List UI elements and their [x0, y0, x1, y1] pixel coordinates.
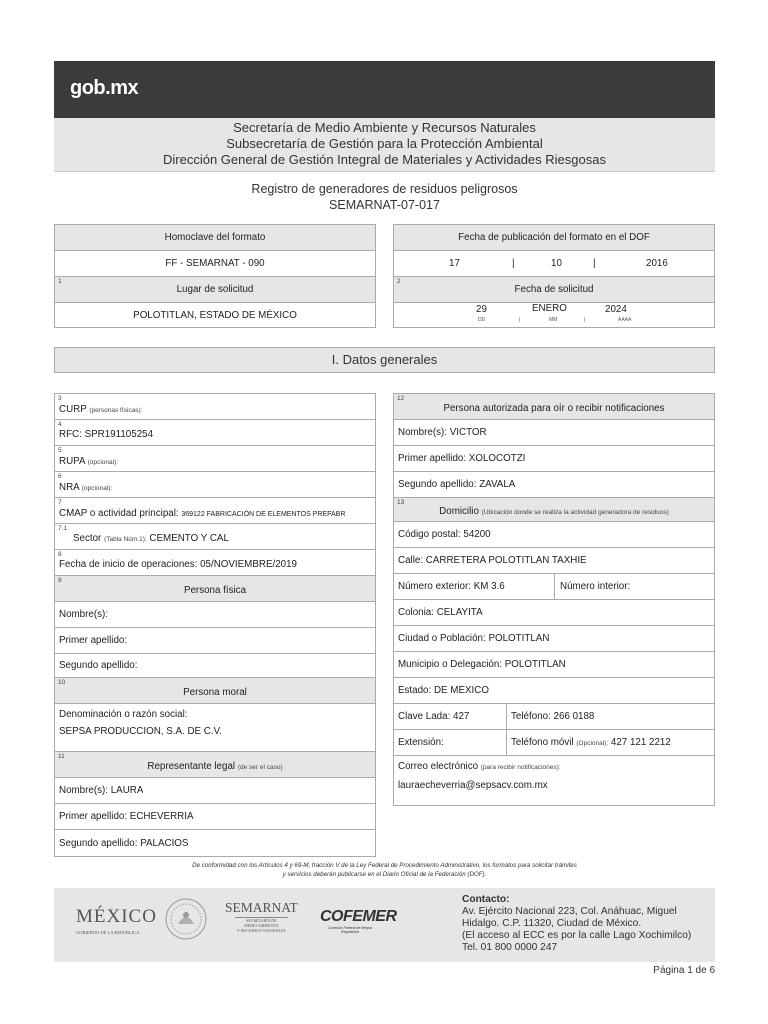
document-title-text: Registro de generadores de residuos peligrosos — [251, 182, 518, 196]
pa-segundo-label: Segundo apellido: ZAVALA — [398, 479, 516, 490]
fecha-pub-year: 2016 — [646, 258, 668, 269]
inicio-label: Fecha de inicio de operaciones: 05/NOVIEMBRE/2019 — [59, 559, 298, 570]
persona-moral-header — [55, 678, 375, 704]
colonia-value: CELAYITA — [436, 607, 483, 618]
colonia-label: Colonia: CELAYITA — [398, 607, 483, 618]
semarnat-sub-2: MEDIO AMBIENTE — [244, 923, 279, 928]
fecha-pub-label: Fecha de publicación del formato en el DOF — [458, 232, 650, 243]
document-code: SEMARNAT-07-017 — [329, 198, 440, 212]
mm-caption: MM — [549, 317, 558, 323]
document-title — [54, 181, 715, 213]
pf-primer-apellido-field[interactable] — [55, 628, 375, 654]
fecha-sol-label: Fecha de solicitud — [514, 284, 594, 295]
field-number: 7.1 — [58, 525, 68, 532]
fecha-sol-header — [394, 277, 714, 303]
field-number: 9 — [58, 577, 62, 584]
fecha-sol-month: ENERO — [532, 303, 567, 314]
rl-primer-value: ECHEVERRÍA — [129, 811, 194, 822]
curp-field[interactable] — [55, 394, 375, 420]
mexico-logo-text: MÉXICO — [76, 906, 157, 927]
lugar-value-cell — [55, 303, 375, 328]
pa-segundo-value: ZAVALA — [479, 479, 516, 490]
field-number: 6 — [58, 473, 62, 480]
codigo-postal-field[interactable] — [394, 522, 714, 548]
representante-header — [55, 752, 375, 778]
municipio-label: Municipio o Delegación: POLOTITLAN — [398, 659, 566, 670]
persona-autorizada-header — [394, 394, 714, 420]
rl-nombre-field[interactable] — [55, 778, 375, 804]
lada-value: 427 — [453, 711, 470, 722]
telefono-value: 266 0188 — [553, 711, 595, 722]
calle-label: Calle: CARRETERA POLOTITLAN TAXHIE — [398, 555, 587, 566]
right-form — [393, 393, 715, 806]
rl-segundo-value: PALACIOS — [140, 837, 189, 849]
rfc-label: RFC: SPR191105254 — [59, 429, 154, 440]
contact-phone[interactable]: Tel. 01 800 0000 247 — [462, 942, 558, 953]
semarnat-sub-3: Y RECURSOS NATURALES — [237, 928, 286, 933]
lugar-label: Lugar de solicitud — [176, 284, 254, 295]
page-number: Página 1 de 6 — [653, 965, 715, 976]
escudo-icon — [165, 898, 207, 945]
separator: | — [512, 258, 515, 269]
nra-field[interactable] — [55, 472, 375, 498]
cofemer-logo-sub: Comisión Federal de Mejora Regulatoria — [328, 926, 372, 934]
ciudad-field[interactable] — [394, 626, 714, 652]
rl-nombre-value: LAURA — [110, 785, 144, 796]
field-number: 4 — [58, 421, 62, 428]
section-heading — [54, 347, 715, 373]
razon-social-value: SEPSA PRODUCCION, S.A. DE C.V. — [59, 726, 222, 737]
rl-nombre-label: Nombre(s): LAURA — [59, 785, 144, 796]
mexico-logo — [76, 906, 157, 935]
razon-social-label: Denominación o razón social: — [59, 709, 188, 720]
agency-line-1: Secretaría de Medio Ambiente y Recursos Naturales — [233, 120, 536, 135]
cp-label: Código postal: 54200 — [398, 529, 491, 540]
mexico-logo-sub: GOBIERNO DE LA REPÚBLICA — [76, 930, 140, 935]
representante-title: Representante legal (de ser el caso) — [147, 761, 283, 772]
field-number: 7 — [58, 499, 62, 506]
lugar-value: POLOTITLAN, ESTADO DE MÉXICO — [133, 310, 297, 321]
gobmx-logo[interactable] — [70, 77, 138, 100]
separator: | — [584, 317, 586, 323]
correo-label: Correo electrónico (para recibir notificaciones): — [398, 761, 561, 772]
rl-primer-apellido-field[interactable] — [55, 804, 375, 830]
numero-exterior-value: KM 3.6 — [473, 581, 505, 592]
field-number: 10 — [58, 679, 66, 686]
ciudad-label: Ciudad o Población: POLOTITLAN — [398, 633, 550, 644]
homoclave-value-cell — [55, 251, 375, 277]
pa-primer-label: Primer apellido: XOLOCOTZI — [398, 453, 526, 464]
agency-line-2: Subsecretaría de Gestión para la Protección Ambiental — [226, 136, 543, 151]
dd-caption: DD — [478, 317, 486, 323]
fecha-pub-value-cell — [394, 251, 714, 277]
pa-nombre-field[interactable] — [394, 420, 714, 446]
divider — [506, 730, 507, 755]
fecha-pub-day: 17 — [449, 258, 460, 269]
fecha-pub-header — [394, 225, 714, 251]
contact-block — [462, 894, 691, 954]
inicio-value: 05/NOVIEMBRE/2019 — [200, 559, 298, 570]
rupa-field[interactable] — [55, 446, 375, 472]
pf-segundo-label: Segundo apellido: — [59, 660, 138, 671]
numero-row — [394, 574, 714, 600]
extension-field[interactable]: Extensión: — [398, 737, 444, 748]
footnote-line-2: y servicios deberán publicarse en el Diario Oficial de la Federación (DOF). — [282, 871, 487, 878]
inicio-field[interactable] — [55, 550, 375, 576]
field-number: 12 — [397, 395, 405, 402]
correo-value: lauraecheverria@sepsacv.com.mx — [398, 780, 548, 791]
left-form — [54, 393, 376, 857]
extension-row — [394, 730, 714, 756]
pf-segundo-apellido-field[interactable] — [55, 654, 375, 678]
pa-primer-apellido-field[interactable] — [394, 446, 714, 472]
sector-value: CEMENTO Y CAL — [149, 533, 229, 544]
persona-fisica-title: Persona física — [183, 585, 247, 596]
rl-segundo-apellido-field[interactable] — [55, 830, 375, 856]
cofemer-logo-text: COFEMER — [320, 908, 397, 925]
homoclave-box — [54, 224, 376, 328]
rl-primer-label: Primer apellido: ECHEVERRÍA — [59, 811, 194, 822]
field-number: 5 — [58, 447, 62, 454]
field-number: 2 — [397, 278, 401, 285]
homoclave-label: Homoclave del formato — [164, 232, 266, 243]
field-number: 11 — [58, 753, 65, 760]
pa-nombre-label: Nombre(s): VICTOR — [398, 427, 487, 438]
lugar-header — [55, 277, 375, 303]
aaaa-caption: AAAA — [618, 317, 632, 323]
sector-field[interactable] — [55, 524, 375, 550]
pa-primer-value: XOLOCOTZI — [468, 453, 526, 464]
calle-field[interactable] — [394, 548, 714, 574]
divider — [506, 704, 507, 729]
telefono-field[interactable]: Teléfono: 266 0188 — [511, 711, 595, 722]
fecha-sol-value-cell — [394, 303, 714, 328]
domicilio-title: Domicilio (Ubicación donde se realiza la actividad generadora de residuos) — [439, 506, 669, 517]
contact-line-2: Hidalgo. C.P. 11320, Ciudad de México. — [462, 918, 642, 929]
logo-dot: . — [105, 77, 111, 99]
municipio-value: POLOTITLAN — [504, 659, 566, 670]
fecha-sol-year: 2024 — [605, 304, 627, 315]
field-number: 1 — [58, 278, 62, 285]
clave-lada-field[interactable]: Clave Lada: 427 — [398, 711, 470, 722]
fecha-box — [393, 224, 715, 328]
telefono-movil-field[interactable]: Teléfono móvil (Opcional): 427 121 2212 — [511, 737, 671, 748]
agency-line-3: Dirección General de Gestión Integral de Materiales y Actividades Riesgosas — [163, 152, 606, 167]
municipio-field[interactable] — [394, 652, 714, 678]
semarnat-logo — [225, 900, 298, 933]
rl-segundo-label: Segundo apellido: PALACIOS — [59, 837, 189, 849]
separator: | — [519, 317, 521, 323]
field-number: 13 — [397, 499, 405, 506]
pf-nombre-field[interactable] — [55, 602, 375, 628]
numero-exterior-field[interactable]: Número exterior: KM 3.6 — [398, 581, 505, 592]
footnote-line-1: De conformidad con los Artículos 4 y 69-M, fracción V de la Ley Federal de Procedimiento Administrativo, los formatos para solicitar trámites — [192, 862, 577, 869]
top-bar — [54, 61, 715, 118]
divider — [554, 574, 555, 599]
telefono-row — [394, 704, 714, 730]
section-title: I. Datos generales — [331, 352, 438, 367]
movil-value: 427 121 2212 — [610, 737, 671, 748]
estado-field[interactable] — [394, 678, 714, 704]
curp-label: CURP (personas físicas): — [59, 404, 143, 415]
rupa-label: RUPA (opcional): — [59, 456, 119, 467]
homoclave-header — [55, 225, 375, 251]
persona-moral-title: Persona moral — [183, 687, 247, 698]
agency-header — [54, 118, 715, 172]
contact-title: Contacto: — [462, 894, 510, 905]
homoclave-value: FF - SEMARNAT - 090 — [165, 258, 265, 269]
footer — [54, 888, 715, 962]
sector-label: Sector (Tabla Núm.1): CEMENTO Y CAL — [73, 533, 229, 544]
numero-interior-field[interactable]: Número interior: — [560, 581, 631, 592]
fecha-sol-day: 29 — [476, 304, 487, 315]
field-number: 8 — [58, 551, 62, 558]
pa-segundo-apellido-field[interactable] — [394, 472, 714, 498]
correo-field[interactable] — [394, 756, 714, 805]
cp-value: 54200 — [463, 529, 491, 540]
razon-social-field[interactable] — [55, 704, 375, 752]
field-number: 3 — [58, 395, 62, 402]
persona-autorizada-title: Persona autorizada para oír o recibir notificaciones — [443, 402, 665, 414]
contact-line-1: Av. Ejército Nacional 223, Col. Anáhuac, Miguel — [462, 906, 677, 917]
cmap-label: CMAP o actividad principal: 369122 FABRICACIÓN DE ELEMENTOS PREFABR — [59, 508, 346, 519]
pf-nombre-label: Nombre(s): — [59, 609, 108, 620]
nra-label: NRA (opcional): — [59, 482, 113, 493]
rfc-value: SPR191105254 — [84, 429, 154, 440]
contact-line-3: (El acceso al ECC es por la calle Lago Xochimilco) — [462, 930, 692, 941]
separator: | — [593, 258, 596, 269]
ciudad-value: POLOTITLAN — [488, 633, 550, 644]
logo-suffix: mx — [110, 77, 139, 99]
pf-primer-label: Primer apellido: — [59, 635, 128, 646]
domicilio-header — [394, 498, 714, 522]
cmap-value: 369122 FABRICACIÓN DE ELEMENTOS PREFABR — [181, 511, 346, 518]
cmap-field[interactable] — [55, 498, 375, 524]
estado-value: DE MÉXICO — [433, 685, 489, 696]
logo-main: gob — [70, 77, 106, 99]
legal-footnote — [54, 861, 715, 879]
pa-nombre-value: VICTOR — [449, 427, 487, 438]
persona-fisica-header — [55, 576, 375, 602]
rfc-field[interactable] — [55, 420, 375, 446]
estado-label: Estado: DE MÉXICO — [398, 685, 489, 696]
cofemer-logo — [320, 908, 397, 934]
fecha-pub-month: 10 — [551, 258, 562, 269]
semarnat-sub-1: SECRETARÍA DE — [246, 918, 277, 923]
semarnat-logo-text: SEMARNAT — [225, 900, 298, 915]
calle-value: CARRETERA POLOTITLAN TAXHIE — [425, 555, 587, 566]
colonia-field[interactable] — [394, 600, 714, 626]
